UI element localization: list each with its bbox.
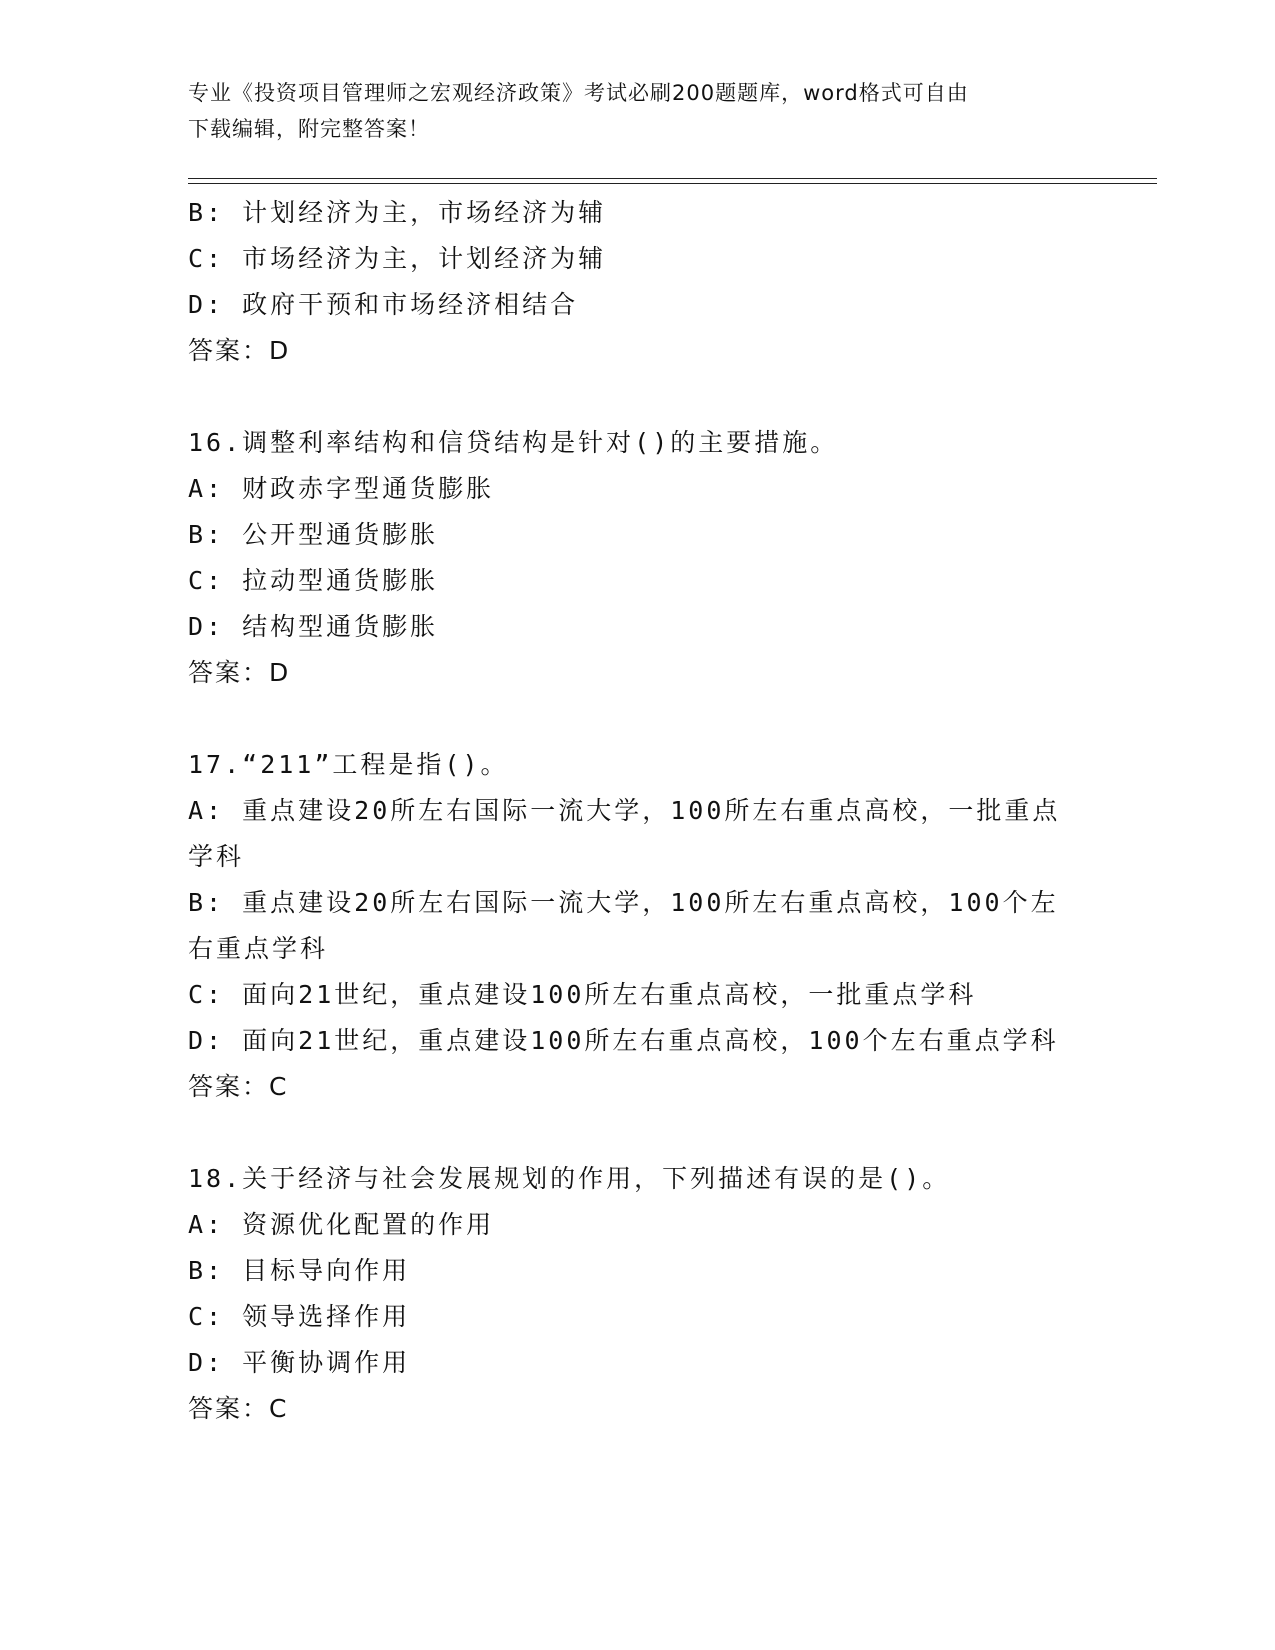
option-a: A: 重点建设20所左右国际一流大学，100所左右重点高校，一批重点 [188, 796, 1061, 825]
answer: 答案：D [188, 658, 291, 687]
question-stem: 16.调整利率结构和信贷结构是针对()的主要措施。 [188, 428, 839, 457]
option-a: A: 资源优化配置的作用 [188, 1210, 495, 1239]
option-d: D: 面向21世纪，重点建设100所左右重点高校，100个左右重点学科 [188, 1026, 1059, 1055]
spacer [188, 374, 1118, 420]
document-header [188, 75, 1068, 147]
answer: 答案：D [188, 336, 291, 365]
question-18 [188, 1156, 1118, 1432]
question-15 [188, 190, 1118, 374]
header-divider-top [188, 178, 1157, 179]
option-c: C: 领导选择作用 [188, 1302, 411, 1331]
option-c: C: 拉动型通货膨胀 [188, 566, 439, 595]
option-c: C: 面向21世纪，重点建设100所左右重点高校，一批重点学科 [188, 980, 977, 1009]
option-b: B: 重点建设20所左右国际一流大学，100所左右重点高校，100个左 [188, 888, 1059, 917]
header-divider-bottom [188, 183, 1157, 184]
answer: 答案：C [188, 1072, 289, 1101]
option-b: B: 公开型通货膨胀 [188, 520, 439, 549]
option-a-continued: 学科 [188, 842, 245, 871]
spacer [188, 696, 1118, 742]
spacer [188, 1110, 1118, 1156]
option-b: B: 目标导向作用 [188, 1256, 411, 1285]
header-line-1: 专业《投资项目管理师之宏观经济政策》考试必刷200题题库，word格式可自由 [188, 81, 969, 105]
option-d: D: 政府干预和市场经济相结合 [188, 290, 579, 319]
header-line-2: 下载编辑，附完整答案！ [188, 117, 430, 141]
option-d: D: 结构型通货膨胀 [188, 612, 439, 641]
question-stem: 18.关于经济与社会发展规划的作用，下列描述有误的是()。 [188, 1164, 951, 1193]
option-b-continued: 右重点学科 [188, 934, 329, 963]
question-16 [188, 420, 1118, 696]
option-b: B: 计划经济为主，市场经济为辅 [188, 198, 607, 227]
question-17 [188, 742, 1118, 1110]
answer: 答案：C [188, 1394, 289, 1423]
question-stem: 17.“211”工程是指()。 [188, 750, 509, 779]
option-d: D: 平衡协调作用 [188, 1348, 411, 1377]
question-list [188, 190, 1118, 1432]
option-c: C: 市场经济为主，计划经济为辅 [188, 244, 607, 273]
option-a: A: 财政赤字型通货膨胀 [188, 474, 495, 503]
